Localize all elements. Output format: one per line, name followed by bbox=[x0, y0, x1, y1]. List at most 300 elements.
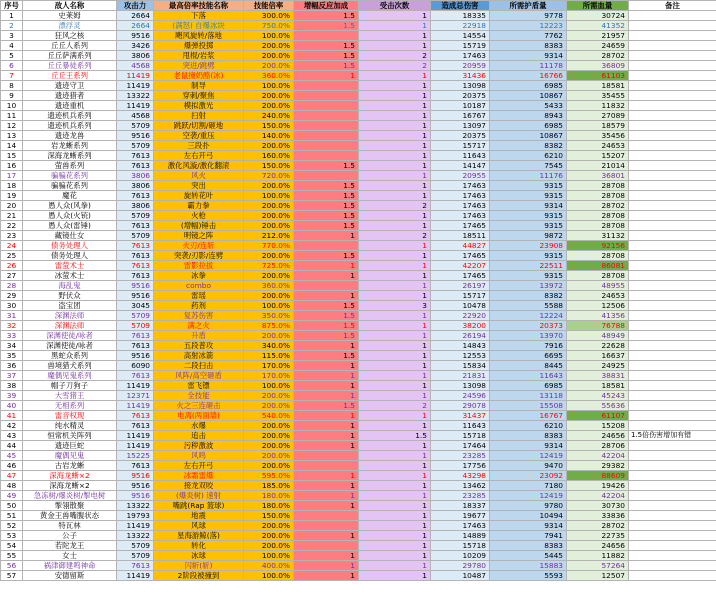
cell-note[interactable] bbox=[629, 461, 716, 471]
cell-name[interactable]: 史莱姆 bbox=[23, 11, 117, 21]
cell-hp[interactable]: 35456 bbox=[567, 131, 629, 141]
cell-mult[interactable]: 100.0% bbox=[244, 191, 294, 201]
cell-no[interactable]: 13 bbox=[1, 131, 23, 141]
cell-name[interactable]: 若陀龙王 bbox=[23, 541, 117, 551]
cell-name[interactable]: 冰萤术士 bbox=[23, 271, 117, 281]
cell-hp[interactable]: 18581 bbox=[567, 81, 629, 91]
cell-hits[interactable]: 1 bbox=[359, 371, 431, 381]
cell-atk[interactable]: 3045 bbox=[117, 301, 154, 311]
cell-dmg[interactable]: 17465 bbox=[431, 251, 490, 261]
cell-atk[interactable]: 7613 bbox=[117, 421, 154, 431]
cell-atk[interactable]: 3806 bbox=[117, 181, 154, 191]
cell-atk[interactable]: 3806 bbox=[117, 201, 154, 211]
cell-atk[interactable]: 5709 bbox=[117, 321, 154, 331]
cell-skill[interactable]: 制导 bbox=[154, 81, 244, 91]
cell-dmg[interactable]: 14843 bbox=[431, 341, 490, 351]
cell-no[interactable]: 46 bbox=[1, 461, 23, 471]
cell-no[interactable]: 48 bbox=[1, 481, 23, 491]
cell-note[interactable]: 1.5倍伤害增加有错 bbox=[629, 431, 716, 441]
cell-shield[interactable]: 12419 bbox=[490, 491, 567, 501]
cell-skill[interactable]: combo bbox=[154, 281, 244, 291]
cell-dmg[interactable]: 17756 bbox=[431, 461, 490, 471]
cell-dmg[interactable]: 14554 bbox=[431, 31, 490, 41]
cell-dmg[interactable]: 17463 bbox=[431, 191, 490, 201]
cell-hits[interactable]: 1 bbox=[359, 491, 431, 501]
cell-mult[interactable]: 340.0% bbox=[244, 341, 294, 351]
cell-mult[interactable]: 200.0% bbox=[244, 521, 294, 531]
cell-hp[interactable]: 30724 bbox=[567, 11, 629, 21]
cell-name[interactable]: 深渊使徒/咏者 bbox=[23, 341, 117, 351]
cell-amp[interactable]: 1.5 bbox=[294, 311, 359, 321]
cell-no[interactable]: 47 bbox=[1, 471, 23, 481]
cell-atk[interactable]: 9516 bbox=[117, 131, 154, 141]
cell-dmg[interactable]: 15718 bbox=[431, 431, 490, 441]
cell-shield[interactable]: 9872 bbox=[490, 231, 567, 241]
cell-no[interactable]: 34 bbox=[1, 341, 23, 351]
cell-hits[interactable]: 1 bbox=[359, 561, 431, 571]
cell-skill[interactable]: 三段扑 bbox=[154, 141, 244, 151]
cell-hits[interactable]: 1 bbox=[359, 181, 431, 191]
cell-shield[interactable]: 9315 bbox=[490, 181, 567, 191]
cell-skill[interactable]: 药剂 bbox=[154, 301, 244, 311]
cell-shield[interactable]: 9778 bbox=[490, 11, 567, 21]
cell-name[interactable]: 债务处理人 bbox=[23, 241, 117, 251]
cell-hp[interactable]: 36809 bbox=[567, 61, 629, 71]
cell-name[interactable]: 丘丘王系列 bbox=[23, 71, 117, 81]
cell-amp[interactable]: 1.5 bbox=[294, 401, 359, 411]
cell-hits[interactable]: 1 bbox=[359, 531, 431, 541]
cell-mult[interactable]: 300.0% bbox=[244, 11, 294, 21]
cell-name[interactable]: 大雪猪王 bbox=[23, 391, 117, 401]
cell-hp[interactable]: 24656 bbox=[567, 541, 629, 551]
cell-hits[interactable]: 2 bbox=[359, 61, 431, 71]
cell-name[interactable]: 恒常机关阵列 bbox=[23, 431, 117, 441]
cell-skill[interactable]: 火之三连砸击 bbox=[154, 401, 244, 411]
cell-atk[interactable]: 9516 bbox=[117, 351, 154, 361]
cell-mult[interactable]: 540.0% bbox=[244, 411, 294, 421]
cell-mult[interactable]: 180.0% bbox=[244, 491, 294, 501]
cell-shield[interactable]: 6695 bbox=[490, 351, 567, 361]
cell-note[interactable] bbox=[629, 441, 716, 451]
cell-shield[interactable]: 22511 bbox=[490, 261, 567, 271]
cell-hp[interactable]: 36801 bbox=[567, 171, 629, 181]
cell-note[interactable] bbox=[629, 141, 716, 151]
cell-dmg[interactable]: 14889 bbox=[431, 531, 490, 541]
cell-mult[interactable]: 100.0% bbox=[244, 31, 294, 41]
cell-mult[interactable]: 200.0% bbox=[244, 401, 294, 411]
cell-skill[interactable]: 雷飞镖 bbox=[154, 381, 244, 391]
cell-hp[interactable]: 21957 bbox=[567, 31, 629, 41]
cell-skill[interactable]: 电离(两面墙) bbox=[154, 411, 244, 421]
cell-hp[interactable]: 48955 bbox=[567, 281, 629, 291]
cell-hits[interactable]: 1 bbox=[359, 341, 431, 351]
cell-name[interactable]: 遗迹猎者 bbox=[23, 91, 117, 101]
cell-dmg[interactable]: 13098 bbox=[431, 381, 490, 391]
header-dmg[interactable]: 造成总伤害 bbox=[431, 1, 490, 11]
cell-note[interactable] bbox=[629, 121, 716, 131]
cell-name[interactable]: 古岩龙蜥 bbox=[23, 461, 117, 471]
cell-shield[interactable]: 10494 bbox=[490, 511, 567, 521]
cell-hits[interactable]: 1 bbox=[359, 571, 431, 581]
cell-hits[interactable]: 1 bbox=[359, 421, 431, 431]
cell-amp[interactable]: 1 bbox=[294, 571, 359, 581]
cell-dmg[interactable]: 18335 bbox=[431, 11, 490, 21]
cell-mult[interactable]: 200.0% bbox=[244, 91, 294, 101]
cell-skill[interactable]: 雷瑶 bbox=[154, 291, 244, 301]
cell-mult[interactable]: 200.0% bbox=[244, 461, 294, 471]
cell-atk[interactable]: 7613 bbox=[117, 461, 154, 471]
cell-hits[interactable]: 2 bbox=[359, 401, 431, 411]
cell-skill[interactable]: 冰拳 bbox=[154, 271, 244, 281]
cell-dmg[interactable]: 15834 bbox=[431, 361, 490, 371]
cell-no[interactable]: 18 bbox=[1, 181, 23, 191]
cell-skill[interactable]: 地震 bbox=[154, 511, 244, 521]
cell-mult[interactable]: 100.0% bbox=[244, 571, 294, 581]
cell-atk[interactable]: 9516 bbox=[117, 471, 154, 481]
cell-note[interactable] bbox=[629, 211, 716, 221]
cell-hp[interactable]: 24656 bbox=[567, 431, 629, 441]
cell-atk[interactable]: 12371 bbox=[117, 391, 154, 401]
cell-note[interactable] bbox=[629, 541, 716, 551]
cell-hp[interactable]: 33836 bbox=[567, 511, 629, 521]
cell-shield[interactable]: 6985 bbox=[490, 121, 567, 131]
cell-dmg[interactable]: 26194 bbox=[431, 331, 490, 341]
cell-amp[interactable] bbox=[294, 171, 359, 181]
cell-no[interactable]: 55 bbox=[1, 551, 23, 561]
cell-hp[interactable]: 92156 bbox=[567, 241, 629, 251]
cell-hits[interactable]: 1 bbox=[359, 251, 431, 261]
cell-hits[interactable]: 2 bbox=[359, 231, 431, 241]
cell-no[interactable]: 21 bbox=[1, 211, 23, 221]
cell-hits[interactable]: 1 bbox=[359, 351, 431, 361]
cell-name[interactable]: 深海龙蜥×2 bbox=[23, 471, 117, 481]
header-skill[interactable]: 最高倍率技能名称 bbox=[154, 1, 244, 11]
cell-dmg[interactable]: 10487 bbox=[431, 571, 490, 581]
cell-amp[interactable]: 1.5 bbox=[294, 201, 359, 211]
cell-dmg[interactable]: 17463 bbox=[431, 181, 490, 191]
cell-no[interactable]: 52 bbox=[1, 521, 23, 531]
cell-amp[interactable]: 1.5 bbox=[294, 331, 359, 341]
cell-shield[interactable]: 7762 bbox=[490, 31, 567, 41]
cell-name[interactable]: 魔偶见鬼系列 bbox=[23, 371, 117, 381]
cell-no[interactable]: 22 bbox=[1, 221, 23, 231]
cell-hits[interactable]: 1 bbox=[359, 391, 431, 401]
cell-dmg[interactable]: 43298 bbox=[431, 471, 490, 481]
cell-hp[interactable]: 45243 bbox=[567, 391, 629, 401]
cell-note[interactable] bbox=[629, 331, 716, 341]
cell-hp[interactable]: 15208 bbox=[567, 421, 629, 431]
cell-hp[interactable]: 18579 bbox=[567, 121, 629, 131]
cell-no[interactable]: 38 bbox=[1, 381, 23, 391]
cell-note[interactable] bbox=[629, 71, 716, 81]
cell-hp[interactable]: 22628 bbox=[567, 341, 629, 351]
cell-name[interactable]: 骗骗花系列 bbox=[23, 171, 117, 181]
cell-dmg[interactable]: 44827 bbox=[431, 241, 490, 251]
cell-hits[interactable]: 1 bbox=[359, 191, 431, 201]
cell-amp[interactable]: 1 bbox=[294, 381, 359, 391]
cell-dmg[interactable]: 19677 bbox=[431, 511, 490, 521]
cell-mult[interactable]: 100.0% bbox=[244, 301, 294, 311]
cell-atk[interactable]: 2664 bbox=[117, 21, 154, 31]
cell-atk[interactable]: 7613 bbox=[117, 271, 154, 281]
cell-amp[interactable]: 1 bbox=[294, 441, 359, 451]
cell-no[interactable]: 37 bbox=[1, 371, 23, 381]
cell-atk[interactable]: 11419 bbox=[117, 401, 154, 411]
cell-hits[interactable]: 1 bbox=[359, 171, 431, 181]
cell-amp[interactable] bbox=[294, 91, 359, 101]
cell-no[interactable]: 56 bbox=[1, 561, 23, 571]
cell-atk[interactable]: 7613 bbox=[117, 331, 154, 341]
cell-skill[interactable]: 火枪 bbox=[154, 211, 244, 221]
cell-amp[interactable] bbox=[294, 81, 359, 91]
cell-note[interactable] bbox=[629, 371, 716, 381]
cell-amp[interactable] bbox=[294, 521, 359, 531]
cell-no[interactable]: 51 bbox=[1, 511, 23, 521]
cell-note[interactable] bbox=[629, 481, 716, 491]
cell-atk[interactable]: 7613 bbox=[117, 411, 154, 421]
cell-hp[interactable]: 48949 bbox=[567, 331, 629, 341]
cell-shield[interactable]: 13970 bbox=[490, 331, 567, 341]
cell-hits[interactable]: 1 bbox=[359, 381, 431, 391]
cell-mult[interactable]: 200.0% bbox=[244, 391, 294, 401]
cell-shield[interactable]: 9315 bbox=[490, 211, 567, 221]
cell-dmg[interactable]: 13098 bbox=[431, 81, 490, 91]
cell-skill[interactable]: 二段扫击 bbox=[154, 361, 244, 371]
cell-mult[interactable]: 200.0% bbox=[244, 201, 294, 211]
cell-mult[interactable]: 720.0% bbox=[244, 171, 294, 181]
cell-dmg[interactable]: 20375 bbox=[431, 131, 490, 141]
cell-dmg[interactable]: 13462 bbox=[431, 481, 490, 491]
cell-dmg[interactable]: 15717 bbox=[431, 141, 490, 151]
cell-note[interactable] bbox=[629, 351, 716, 361]
cell-mult[interactable]: 200.0% bbox=[244, 331, 294, 341]
cell-name[interactable]: 深海龙蜥×2 bbox=[23, 481, 117, 491]
cell-dmg[interactable]: 10478 bbox=[431, 301, 490, 311]
cell-atk[interactable]: 5709 bbox=[117, 141, 154, 151]
cell-dmg[interactable]: 42207 bbox=[431, 261, 490, 271]
cell-note[interactable] bbox=[629, 311, 716, 321]
cell-name[interactable]: 深渊法师 bbox=[23, 321, 117, 331]
cell-note[interactable] bbox=[629, 291, 716, 301]
cell-mult[interactable]: 200.0% bbox=[244, 211, 294, 221]
cell-name[interactable]: 骗骗花系列 bbox=[23, 181, 117, 191]
cell-no[interactable]: 24 bbox=[1, 241, 23, 251]
cell-dmg[interactable]: 29078 bbox=[431, 401, 490, 411]
cell-name[interactable]: 无相系列 bbox=[23, 401, 117, 411]
cell-shield[interactable]: 10867 bbox=[490, 91, 567, 101]
cell-skill[interactable]: 模拟激光 bbox=[154, 101, 244, 111]
cell-atk[interactable]: 11419 bbox=[117, 441, 154, 451]
cell-amp[interactable] bbox=[294, 281, 359, 291]
cell-hits[interactable]: 1 bbox=[359, 151, 431, 161]
cell-no[interactable]: 2 bbox=[1, 21, 23, 31]
cell-skill[interactable]: 爆弹投掷 bbox=[154, 41, 244, 51]
cell-mult[interactable]: 200.0% bbox=[244, 431, 294, 441]
cell-hp[interactable]: 42204 bbox=[567, 491, 629, 501]
cell-note[interactable] bbox=[629, 531, 716, 541]
cell-amp[interactable]: 1 bbox=[294, 551, 359, 561]
cell-skill[interactable]: 全技能 bbox=[154, 391, 244, 401]
cell-no[interactable]: 5 bbox=[1, 51, 23, 61]
cell-shield[interactable]: 9314 bbox=[490, 51, 567, 61]
cell-mult[interactable]: 200.0% bbox=[244, 101, 294, 111]
cell-skill[interactable]: 风球 bbox=[154, 521, 244, 531]
cell-atk[interactable]: 9516 bbox=[117, 31, 154, 41]
cell-atk[interactable]: 11419 bbox=[117, 431, 154, 441]
header-amp[interactable]: 增幅反应加成 bbox=[294, 1, 359, 11]
cell-note[interactable] bbox=[629, 61, 716, 71]
cell-skill[interactable]: (满怒) 自爆冰块 bbox=[154, 21, 244, 31]
cell-note[interactable] bbox=[629, 491, 716, 501]
cell-skill[interactable]: 扫射 bbox=[154, 111, 244, 121]
cell-name[interactable]: 漂浮灵 bbox=[23, 21, 117, 31]
cell-skill[interactable]: 污秽激波 bbox=[154, 441, 244, 451]
cell-hits[interactable]: 1 bbox=[359, 331, 431, 341]
cell-note[interactable] bbox=[629, 261, 716, 271]
cell-dmg[interactable]: 31437 bbox=[431, 411, 490, 421]
header-note[interactable]: 备注 bbox=[629, 1, 716, 11]
cell-skill[interactable]: 左右开弓 bbox=[154, 151, 244, 161]
cell-hp[interactable]: 38831 bbox=[567, 371, 629, 381]
cell-dmg[interactable]: 18337 bbox=[431, 501, 490, 511]
cell-note[interactable] bbox=[629, 381, 716, 391]
cell-no[interactable]: 40 bbox=[1, 401, 23, 411]
cell-name[interactable]: 魔偶见鬼 bbox=[23, 451, 117, 461]
cell-dmg[interactable]: 22918 bbox=[431, 21, 490, 31]
cell-note[interactable] bbox=[629, 21, 716, 31]
cell-hits[interactable]: 2 bbox=[359, 51, 431, 61]
cell-note[interactable] bbox=[629, 521, 716, 531]
cell-note[interactable] bbox=[629, 451, 716, 461]
cell-name[interactable]: 愚人众(雷锤) bbox=[23, 221, 117, 231]
cell-skill[interactable]: 满之火 bbox=[154, 321, 244, 331]
cell-name[interactable]: 丘丘暴徒系列 bbox=[23, 61, 117, 71]
cell-atk[interactable]: 9516 bbox=[117, 281, 154, 291]
cell-hp[interactable]: 24659 bbox=[567, 41, 629, 51]
cell-amp[interactable]: 1 bbox=[294, 291, 359, 301]
cell-mult[interactable]: 100.0% bbox=[244, 551, 294, 561]
cell-no[interactable]: 4 bbox=[1, 41, 23, 51]
cell-hp[interactable]: 15207 bbox=[567, 151, 629, 161]
cell-dmg[interactable]: 21831 bbox=[431, 371, 490, 381]
cell-amp[interactable] bbox=[294, 141, 359, 151]
cell-name[interactable]: 愚人众(火铳) bbox=[23, 211, 117, 221]
cell-amp[interactable]: 1 bbox=[294, 371, 359, 381]
cell-shield[interactable]: 12419 bbox=[490, 451, 567, 461]
cell-hits[interactable]: 2 bbox=[359, 201, 431, 211]
cell-no[interactable]: 42 bbox=[1, 421, 23, 431]
cell-dmg[interactable]: 11643 bbox=[431, 151, 490, 161]
cell-skill[interactable]: 飓风旋转/落地 bbox=[154, 31, 244, 41]
cell-skill[interactable]: 风阵/高空砸盾 bbox=[154, 371, 244, 381]
cell-mult[interactable]: 200.0% bbox=[244, 181, 294, 191]
cell-mult[interactable]: 240.0% bbox=[244, 111, 294, 121]
cell-amp[interactable]: 1 bbox=[294, 71, 359, 81]
cell-shield[interactable]: 8383 bbox=[490, 541, 567, 551]
cell-hp[interactable]: 30730 bbox=[567, 501, 629, 511]
cell-skill[interactable]: 下落 bbox=[154, 11, 244, 21]
cell-amp[interactable]: 1 bbox=[294, 501, 359, 511]
cell-skill[interactable]: (爆炎树) 速射 bbox=[154, 491, 244, 501]
cell-no[interactable]: 7 bbox=[1, 71, 23, 81]
cell-no[interactable]: 19 bbox=[1, 191, 23, 201]
cell-name[interactable]: 遗迹重机 bbox=[23, 101, 117, 111]
cell-shield[interactable]: 12223 bbox=[490, 21, 567, 31]
cell-mult[interactable]: 200.0% bbox=[244, 41, 294, 51]
cell-dmg[interactable]: 10209 bbox=[431, 551, 490, 561]
cell-no[interactable]: 39 bbox=[1, 391, 23, 401]
cell-dmg[interactable]: 17463 bbox=[431, 211, 490, 221]
cell-atk[interactable]: 19793 bbox=[117, 511, 154, 521]
cell-atk[interactable]: 5709 bbox=[117, 121, 154, 131]
cell-hp[interactable]: 16637 bbox=[567, 351, 629, 361]
cell-atk[interactable]: 5709 bbox=[117, 231, 154, 241]
cell-amp[interactable]: 1.5 bbox=[294, 351, 359, 361]
cell-mult[interactable]: 200.0% bbox=[244, 141, 294, 151]
cell-name[interactable]: 公子 bbox=[23, 531, 117, 541]
cell-amp[interactable]: 1.5 bbox=[294, 301, 359, 311]
cell-shield[interactable]: 16767 bbox=[490, 411, 567, 421]
cell-shield[interactable]: 23092 bbox=[490, 471, 567, 481]
cell-mult[interactable]: 160.0% bbox=[244, 151, 294, 161]
cell-amp[interactable]: 1.5 bbox=[294, 221, 359, 231]
cell-hp[interactable]: 12506 bbox=[567, 301, 629, 311]
cell-skill[interactable]: 五段普攻 bbox=[154, 341, 244, 351]
cell-no[interactable]: 44 bbox=[1, 441, 23, 451]
cell-hits[interactable]: 1 bbox=[359, 271, 431, 281]
cell-mult[interactable]: 100.0% bbox=[244, 381, 294, 391]
cell-dmg[interactable]: 23285 bbox=[431, 451, 490, 461]
cell-hp[interactable]: 41356 bbox=[567, 311, 629, 321]
cell-name[interactable]: 狂风之核 bbox=[23, 31, 117, 41]
cell-hp[interactable]: 24925 bbox=[567, 361, 629, 371]
cell-name[interactable]: 魔花 bbox=[23, 191, 117, 201]
cell-dmg[interactable]: 16767 bbox=[431, 111, 490, 121]
cell-shield[interactable]: 6210 bbox=[490, 421, 567, 431]
cell-no[interactable]: 11 bbox=[1, 111, 23, 121]
cell-no[interactable]: 15 bbox=[1, 151, 23, 161]
cell-hits[interactable]: 1 bbox=[359, 101, 431, 111]
cell-mult[interactable]: 200.0% bbox=[244, 441, 294, 451]
cell-hp[interactable]: 31132 bbox=[567, 231, 629, 241]
cell-no[interactable]: 20 bbox=[1, 201, 23, 211]
cell-note[interactable] bbox=[629, 101, 716, 111]
cell-amp[interactable] bbox=[294, 111, 359, 121]
cell-hits[interactable]: 3 bbox=[359, 301, 431, 311]
cell-no[interactable]: 28 bbox=[1, 281, 23, 291]
cell-mult[interactable]: 360.0% bbox=[244, 71, 294, 81]
cell-no[interactable]: 3 bbox=[1, 31, 23, 41]
cell-amp[interactable]: 1.5 bbox=[294, 321, 359, 331]
cell-amp[interactable] bbox=[294, 461, 359, 471]
cell-note[interactable] bbox=[629, 281, 716, 291]
cell-note[interactable] bbox=[629, 321, 716, 331]
cell-atk[interactable]: 6090 bbox=[117, 361, 154, 371]
cell-skill[interactable]: 冰球 bbox=[154, 551, 244, 561]
cell-atk[interactable]: 7613 bbox=[117, 241, 154, 251]
cell-no[interactable]: 8 bbox=[1, 81, 23, 91]
cell-skill[interactable]: 转化 bbox=[154, 541, 244, 551]
cell-mult[interactable]: 875.0% bbox=[244, 321, 294, 331]
cell-hp[interactable]: 28708 bbox=[567, 221, 629, 231]
cell-hp[interactable]: 22735 bbox=[567, 531, 629, 541]
cell-name[interactable]: 特瓦林 bbox=[23, 521, 117, 531]
cell-hp[interactable]: 12507 bbox=[567, 571, 629, 581]
cell-hits[interactable]: 1 bbox=[359, 451, 431, 461]
cell-note[interactable] bbox=[629, 181, 716, 191]
cell-hits[interactable]: 1 bbox=[359, 211, 431, 221]
cell-atk[interactable]: 13322 bbox=[117, 531, 154, 541]
